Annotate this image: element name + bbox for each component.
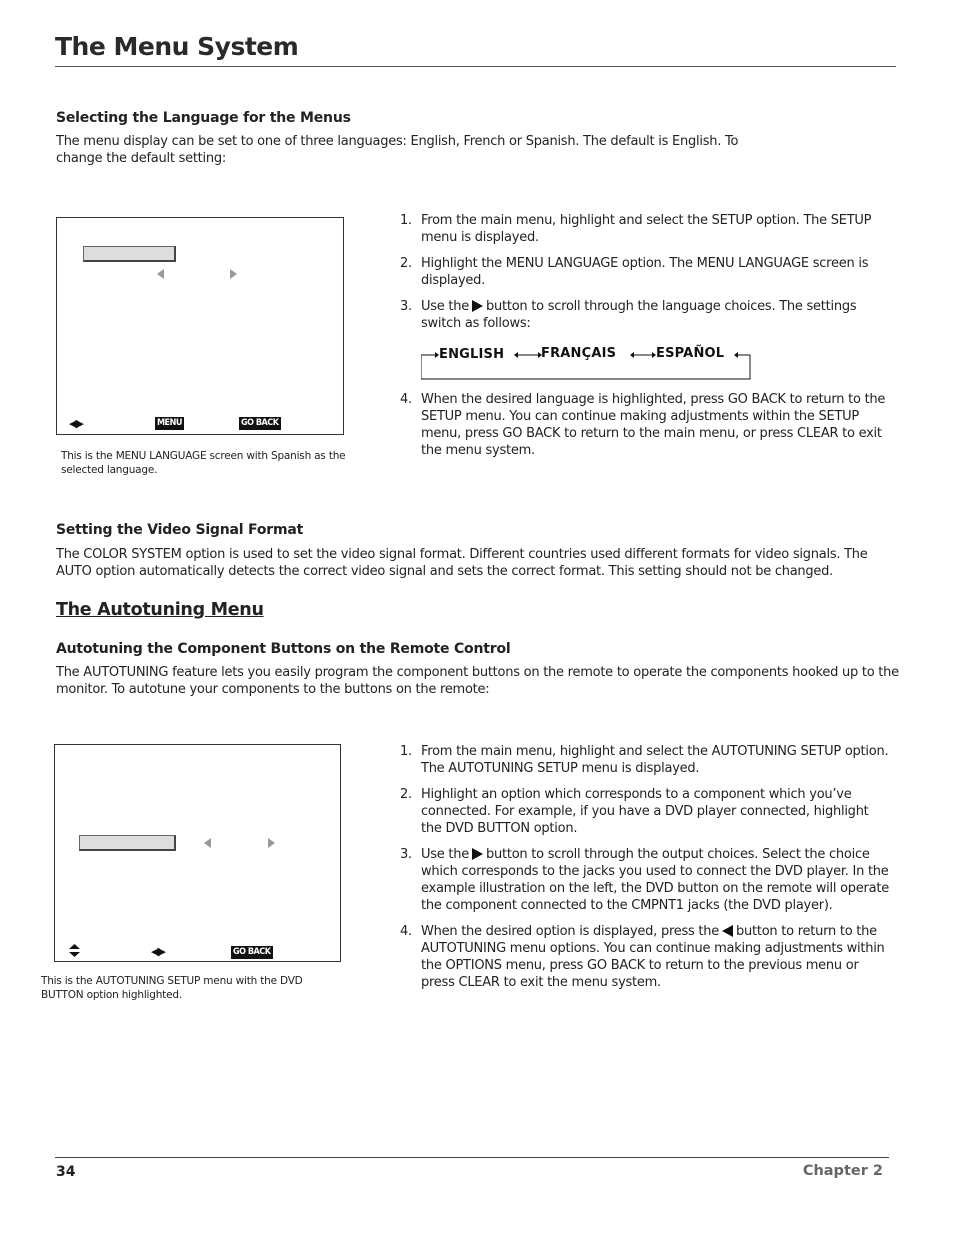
list-item: 4. When the desired language is highlighted, press GO BACK to return to the SETUP menu. You can continue making adjustments within the SETUP menu, press GO BACK to return to the main menu, or press CLEAR to exit the menu system. [400, 392, 886, 458]
up-down-icon [69, 944, 80, 958]
right-arrow-icon [472, 848, 483, 860]
video-heading: Setting the Video Signal Format [56, 522, 304, 538]
caption-line2: BUTTON option highlighted. [41, 989, 182, 1001]
go-back-badge: GO BACK [233, 947, 271, 957]
autotuning-intro-line2: monitor. To autotune your components to the buttons on the remote: [56, 682, 490, 697]
right-arrow-icon [230, 269, 237, 279]
video-line2: AUTO option automatically detects the correct video signal and sets the correct format. This setting should not be changed. [56, 564, 834, 579]
video-line1: The COLOR SYSTEM option is used to set the video signal format. Different countries used different formats for video signals. The [56, 547, 868, 562]
caption-line2: selected language. [61, 464, 158, 476]
list-item: 1. From the main menu, highlight and select the AUTOTUNING SETUP option. The AUTOTUNING SETUP menu is displayed. [400, 744, 889, 776]
left-arrow-icon [204, 838, 211, 848]
list-item: 2. Highlight an option which corresponds to a component which you’ve connected. For example, if you have a DVD player connected, highlight the DVD BUTTON option. [400, 787, 869, 836]
go-back-badge: GO BACK [241, 418, 279, 428]
menu-badge: MENU [157, 418, 182, 428]
autotuning-heading: Autotuning the Component Buttons on the Remote Control [56, 641, 511, 657]
right-arrow-icon [268, 838, 275, 848]
language-heading: Selecting the Language for the Menus [56, 110, 351, 126]
autotuning-intro [56, 664, 906, 698]
language-cycle-diagram [421, 343, 751, 380]
language-steps [400, 212, 888, 332]
language-french: FRANÇAIS [541, 346, 617, 361]
caption-line1: This is the AUTOTUNING SETUP menu with the DVD [41, 975, 303, 987]
title-divider [55, 66, 896, 67]
autotuning-steps [400, 743, 890, 991]
language-screen-caption [61, 449, 351, 477]
left-right-icon: ◀▶ [69, 417, 82, 430]
autotuning-setup-screen [54, 744, 341, 962]
language-intro-line2: change the default setting: [56, 151, 227, 166]
footer-divider [55, 1157, 889, 1158]
left-right-icon: ◀▶ [151, 945, 164, 958]
language-intro [56, 133, 816, 167]
left-arrow-icon [722, 925, 733, 937]
caption-line1: This is the MENU LANGUAGE screen with Spanish as the [61, 450, 346, 462]
autotuning-title: The Autotuning Menu [56, 600, 264, 620]
page-number: 34 [56, 1164, 76, 1180]
menu-language-screen [56, 217, 344, 435]
list-item: 2. Highlight the MENU LANGUAGE option. The MENU LANGUAGE screen is displayed. [400, 256, 869, 288]
highlight-bar [83, 246, 176, 262]
right-arrow-icon [472, 300, 483, 312]
list-item: 1. From the main menu, highlight and select the SETUP option. The SETUP menu is displayed. [400, 213, 872, 245]
left-arrow-icon [157, 269, 164, 279]
chapter-label: Chapter 2 [802, 1163, 883, 1179]
language-english: ENGLISH [439, 347, 505, 362]
language-spanish: ESPAÑOL [656, 346, 725, 361]
list-item: 3. Use the button to scroll through the output choices. Select the choice which corresponds to the jacks you used to connect the DVD player. In the example illustration on the left, the DVD button on the remote will operate the component connected to the CMPNT1 jacks (the DVD player). [400, 847, 889, 913]
list-item: 4. When the desired option is displayed, press the button to return to the AUTOTUNING menu options. You can continue making adjustments within the OPTIONS menu, press GO BACK to return to the previous menu or press CLEAR to exit the menu system. [400, 924, 885, 990]
language-steps-continued [400, 391, 888, 459]
autotuning-intro-line1: The AUTOTUNING feature lets you easily program the component buttons on the remote to operate the components hooked up to the [56, 665, 899, 680]
language-intro-line1: The menu display can be set to one of three languages: English, French or Spanish. The default is English. To [56, 134, 739, 149]
list-item: 3. Use the button to scroll through the language choices. The settings switch as follows: [400, 299, 857, 331]
autotuning-screen-caption [41, 974, 341, 1002]
page-title: The Menu System [55, 32, 299, 61]
video-paragraph [56, 546, 906, 580]
highlight-bar [79, 835, 176, 851]
